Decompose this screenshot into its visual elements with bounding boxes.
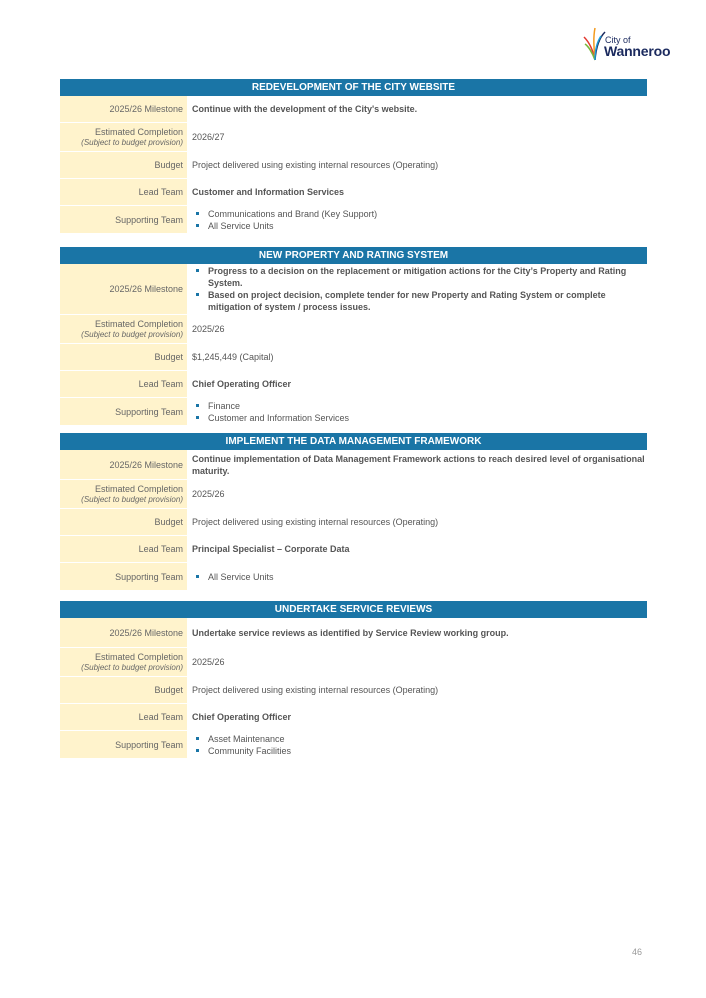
- label-budget: Budget: [154, 685, 183, 695]
- list-item: All Service Units: [192, 220, 647, 232]
- label-milestone: 2025/26 Milestone: [109, 104, 183, 114]
- logo-text-name: Wanneroo: [604, 43, 671, 59]
- label-supporting: Supporting Team: [115, 571, 183, 582]
- row-milestone: [60, 618, 647, 648]
- row-milestone: [60, 96, 647, 123]
- row-completion: [60, 315, 647, 344]
- row-lead: [60, 704, 647, 731]
- label-completion: Estimated Completion: [94, 127, 183, 137]
- list-item: Customer and Information Services: [192, 412, 647, 424]
- value-lead: Customer and Information Services: [192, 187, 345, 197]
- row-milestone: [60, 450, 647, 480]
- city-logo: [583, 26, 675, 62]
- supporting-list: [192, 400, 647, 424]
- label-completion: Estimated Completion: [94, 484, 183, 494]
- row-budget: [60, 152, 647, 179]
- row-completion: [60, 648, 647, 677]
- value-budget: Project delivered using existing internal resources (Operating): [192, 160, 439, 170]
- label-lead: Lead Team: [138, 187, 183, 197]
- section-title: UNDERTAKE SERVICE REVIEWS: [60, 601, 647, 618]
- value-completion: 2025/26: [192, 489, 225, 499]
- label-completion-sub: (Subject to budget provision): [81, 663, 183, 672]
- row-supporting: [60, 563, 647, 591]
- row-completion: [60, 123, 647, 152]
- label-lead: Lead Team: [138, 379, 183, 389]
- row-supporting: [60, 398, 647, 426]
- supporting-list: [192, 208, 647, 232]
- row-supporting: [60, 731, 647, 759]
- supporting-list: [192, 733, 647, 757]
- label-supporting: Supporting Team: [115, 214, 183, 225]
- label-milestone: 2025/26 Milestone: [109, 459, 183, 470]
- label-supporting: Supporting Team: [115, 406, 183, 417]
- value-lead: Chief Operating Officer: [192, 379, 292, 389]
- list-item: Asset Maintenance: [192, 733, 647, 745]
- row-milestone: [60, 264, 647, 315]
- row-lead: [60, 179, 647, 206]
- section-title: NEW PROPERTY AND RATING SYSTEM: [60, 247, 647, 264]
- section-title: IMPLEMENT THE DATA MANAGEMENT FRAMEWORK: [60, 433, 647, 450]
- row-completion: [60, 480, 647, 509]
- value-completion: 2025/26: [192, 657, 225, 667]
- label-budget: Budget: [154, 517, 183, 527]
- list-item: Community Facilities: [192, 745, 647, 757]
- value-milestone: Undertake service reviews as identified by Service Review working group.: [192, 627, 509, 638]
- section-data-management: [60, 433, 647, 591]
- label-lead: Lead Team: [138, 712, 183, 722]
- label-milestone: 2025/26 Milestone: [109, 627, 183, 638]
- milestone-list: [192, 265, 647, 313]
- label-budget: Budget: [154, 352, 183, 362]
- label-supporting: Supporting Team: [115, 739, 183, 750]
- section-service-reviews: [60, 601, 647, 759]
- row-lead: [60, 371, 647, 398]
- row-supporting: [60, 206, 647, 234]
- list-item: Finance: [192, 400, 647, 412]
- logo-text-city: City of: [605, 35, 631, 45]
- label-completion: Estimated Completion: [94, 319, 183, 329]
- label-completion-sub: (Subject to budget provision): [81, 495, 183, 504]
- list-item: Progress to a decision on the replacement or mitigation actions for the City’s Property and Rating System.: [192, 265, 647, 289]
- section-website: [60, 79, 647, 234]
- section-title: REDEVELOPMENT OF THE CITY WEBSITE: [60, 79, 647, 96]
- label-milestone: 2025/26 Milestone: [109, 284, 183, 294]
- label-budget: Budget: [154, 160, 183, 170]
- value-milestone: Continue with the development of the City's website.: [192, 104, 418, 114]
- value-completion: 2026/27: [192, 132, 225, 142]
- value-lead: Principal Specialist – Corporate Data: [192, 544, 350, 554]
- value-budget: $1,245,449 (Capital): [192, 352, 274, 362]
- label-lead: Lead Team: [138, 544, 183, 554]
- label-completion-sub: (Subject to budget provision): [81, 330, 183, 339]
- supporting-list: [192, 571, 647, 583]
- row-lead: [60, 536, 647, 563]
- row-budget: [60, 509, 647, 536]
- label-completion: Estimated Completion: [94, 652, 183, 662]
- value-budget: Project delivered using existing internal resources (Operating): [192, 685, 439, 695]
- list-item: Based on project decision, complete tender for new Property and Rating System or complete mitigation of system / process issues.: [192, 289, 647, 313]
- list-item: Communications and Brand (Key Support): [192, 208, 647, 220]
- row-budget: [60, 677, 647, 704]
- value-budget: Project delivered using existing internal resources (Operating): [192, 517, 439, 527]
- label-completion-sub: (Subject to budget provision): [81, 138, 183, 147]
- section-property-rating: [60, 247, 647, 426]
- value-completion: 2025/26: [192, 324, 225, 334]
- value-milestone: Continue implementation of Data Management Framework actions to reach desired level of organisational maturity.: [192, 453, 645, 476]
- row-budget: [60, 344, 647, 371]
- page-number: 46: [632, 947, 643, 957]
- value-lead: Chief Operating Officer: [192, 712, 292, 722]
- list-item: All Service Units: [192, 571, 647, 583]
